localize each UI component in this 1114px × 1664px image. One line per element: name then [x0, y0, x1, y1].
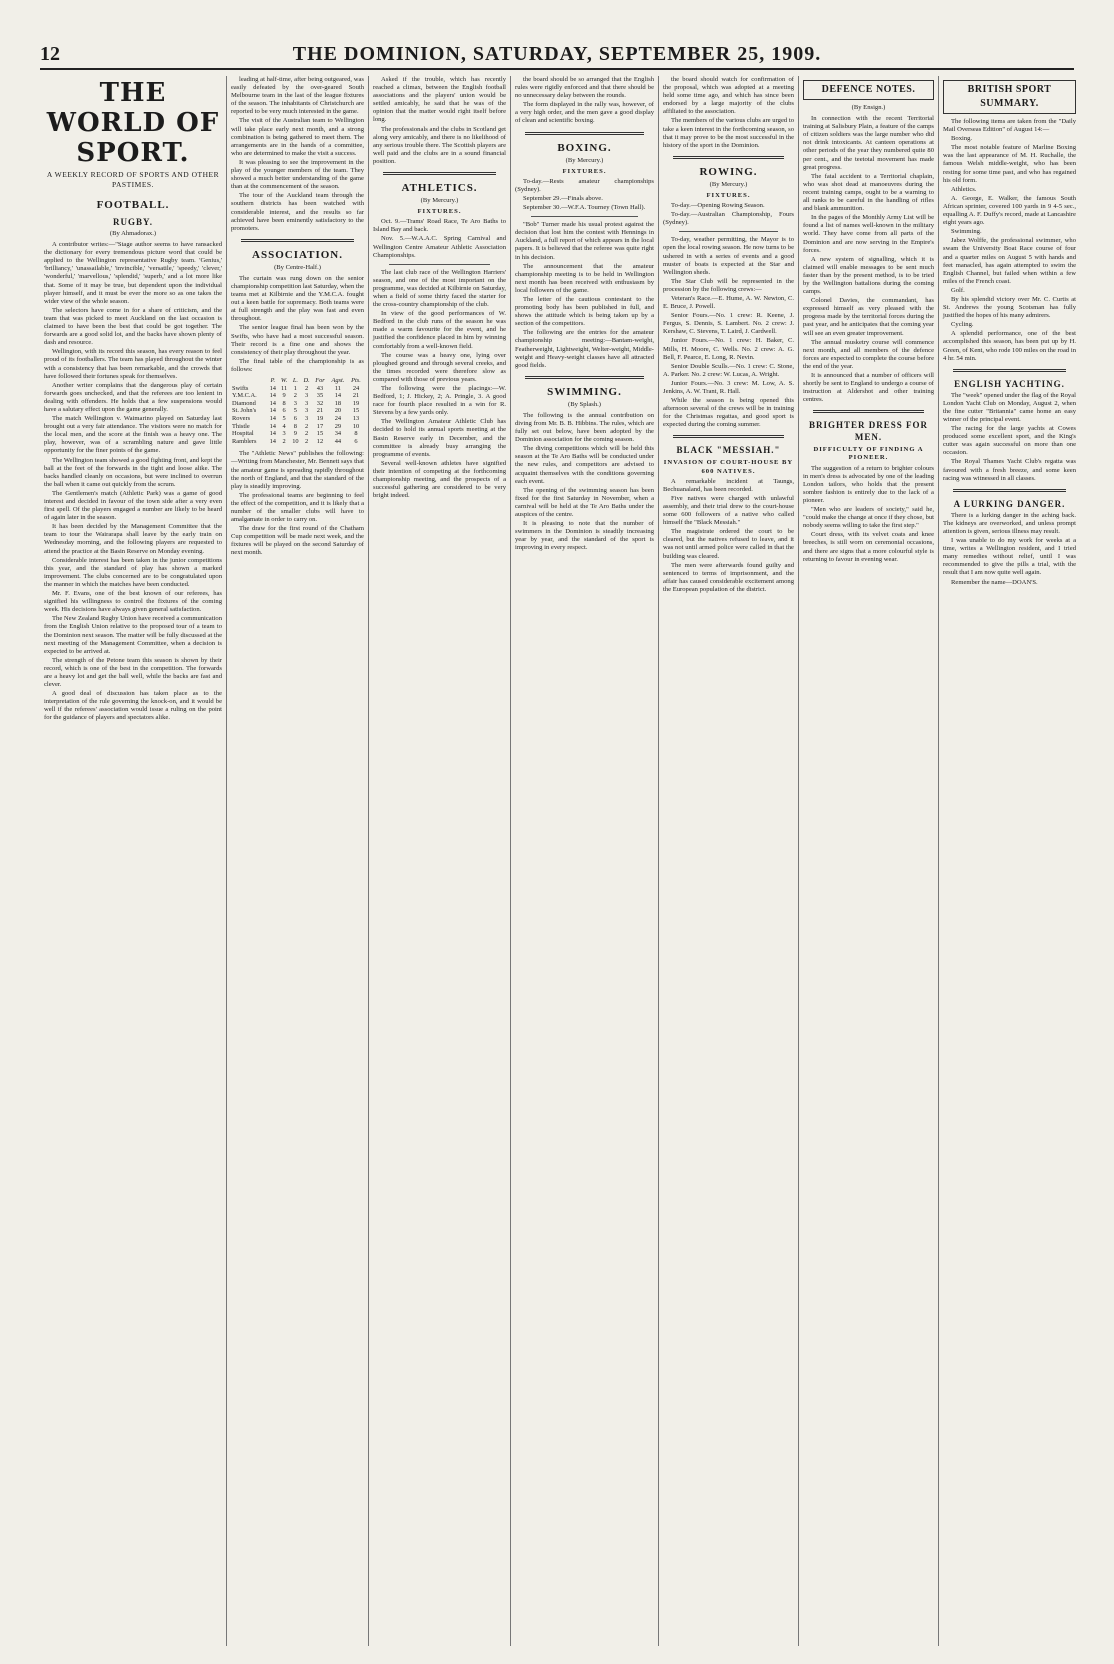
paragraph: The following is the annual contribution on diving from Mr. B. B. Hibbins. The rules, which are fully set out below, have been adopted by the Dominion association for the coming season. [515, 411, 654, 444]
paragraph: The New Zealand Rugby Union have received a communication from the English Union relative to the proposed tour of a team to the Dominion next season. The matter will be fully discussed at the next meeting of the Management Committee, when a decision is expected to be arrived at. [44, 615, 222, 655]
fixtures-list [373, 218, 506, 259]
table-cell: Rovers [232, 414, 251, 422]
paragraph: The following items are taken from the "Daily Mail Overseas Edition" of August 14:— [943, 118, 1076, 134]
column-1 [40, 76, 226, 1646]
table-cell: 15 [316, 430, 324, 438]
paragraph: The following are the entries for the amateur championship meeting:—Bantam-weight, Featherweight, Lightweight, Welter-weight, Middle-weight and Heavy-weight classes have all attracted good fields. [515, 329, 654, 369]
table-cell: 32 [316, 399, 324, 407]
article-body [663, 236, 794, 429]
paragraph: The members of the various clubs are urged to take a keen interest in the forthcoming season, so that it may prove to be the most successful in the history of the sport in the Dominion. [663, 117, 794, 149]
table-row [231, 400, 364, 408]
article-body [231, 450, 364, 557]
table-cell: 14 [269, 414, 276, 422]
table-cell: 17 [316, 422, 324, 430]
article-body [373, 76, 506, 166]
table-cell: 5 [293, 407, 297, 415]
paragraph: In connection with the recent Territorial training at Salisbury Plain, a feature of the camps of citizen soldiers was the large number who did not drink intoxicants. At canteen operations at other periods of the year they numbered quite 80 per cent., and the teetotal movement has made great progress. [803, 115, 934, 171]
byline: (By Mercury.) [709, 180, 748, 188]
section-football: FOOTBALL. [96, 199, 170, 211]
paragraph: To-day.—Australian Championship, Fours (Sydney). [663, 211, 794, 227]
column-4 [510, 76, 658, 1646]
table-cell: Thistle [232, 422, 250, 430]
byline: (By Splash.) [568, 400, 601, 408]
subsection-pioneer: DIFFICULTY OF FINDING A PIONEER. [813, 446, 924, 462]
table-cell: 6 [293, 414, 297, 422]
table-cell: Swifts [232, 384, 249, 392]
byline: (By Ensign.) [851, 104, 886, 111]
divider [673, 156, 784, 159]
table-header-cell: P. [270, 377, 276, 384]
table-row [231, 385, 364, 393]
column-7 [938, 76, 1080, 1646]
fixtures-heading: FIXTURES. [706, 191, 751, 199]
table-cell: 11 [281, 384, 288, 392]
table-cell: 11 [334, 384, 341, 392]
article-body [803, 465, 934, 564]
table-cell: 14 [334, 392, 342, 400]
paragraph: Another writer complains that the dangerous play of certain forwards goes unchecked, and that the referees are too lenient in dealing with offenders. He holds that a few suspensions would have a salutary effect upon the game generally. [44, 381, 222, 413]
paragraph: A. George, E. Walker, the famous South African sprinter, covered 100 yards in 9 4-5 sec., equalling A. F. Duffy's record, made at Lancashire eight years ago. [943, 194, 1076, 227]
table-cell: 2 [305, 384, 309, 392]
paragraph: September 29.—Finals above. [523, 194, 603, 202]
table-header-cell: Agst. [331, 377, 345, 384]
table-cell: 1 [293, 384, 297, 392]
paragraph: The announcement that the amateur championship meeting is to be held in Wellington next month has been received with enthusiasm by local followers of the game. [515, 262, 654, 294]
paragraph: the board should watch for confirmation of the proposal, which was adopted at a meeting held some time ago, and which has since been endorsed by a large majority of the clubs affiliated to the association. [663, 76, 794, 116]
paragraph: There is a lurking danger in the aching back. The kidneys are overworked, and unless prompt attention is given, serious illness may result. [943, 511, 1076, 535]
article-body [943, 512, 1076, 587]
paragraph: The strength of the Petone team this season is shown by their record, which is one of the best in the competition. The forwards are a heavy lot and get the ball well, while the backs are fast and clever. [44, 656, 222, 689]
paragraph: Several well-known athletes have signified their intention of competing at the forthcoming championship meeting, and the prospects of a successful gathering are considered to be very bright indeed. [373, 459, 506, 500]
paragraph: The visit of the Australian team to Wellington will take place early next month, and a strong combination is being gathered to meet them. The arrangements are in the hands of a committee, who are determined to make the visit a success. [231, 117, 364, 157]
paragraph: A splendid performance, one of the best accomplished this season, has been put up by H. Green, of Kent, who rode 100 miles on the road in 4 hr. 54 min. [943, 330, 1076, 362]
paragraph: the board should be so arranged that the English rules were rigidly enforced and that there should be no unnecessary delay between the rounds. [515, 76, 654, 100]
paragraph: To-day.—Opening Rowing Season. [671, 202, 765, 210]
paragraph: Jabez Wolffe, the professional swimmer, who swam the University Boat Race course of four and a quarter miles on August 5 with hands and feet manacled, has again attempted to swim the English Channel, but failed when within a few miles of the French coast. [943, 237, 1076, 285]
table-cell: 14 [269, 437, 276, 445]
table-cell: 15 [352, 407, 360, 415]
paragraph: It has been decided by the Management Committee that the team to tour the Wairarapa shall leave by the early train on Wednesday morning, and the following players are requested to attend the practice at the Basin Reserve on Monday evening. [44, 523, 222, 555]
paragraph: Veteran's Race.—E. Hume, A. W. Newton, C. E. Bruce, J. Powell. [663, 294, 794, 311]
paragraph: Five natives were charged with unlawful assembly, and their trial drew to the court-house some 600 followers of a native who called himself the "Black Messiah." [663, 494, 794, 527]
divider [679, 231, 778, 232]
section-british-sport-summary: BRITISH SPORT SUMMARY. [943, 80, 1076, 114]
fixtures-list [663, 202, 794, 227]
sport-subheading: A WEEKLY RECORD OF SPORTS AND OTHER PASTIMES. [46, 170, 220, 189]
table-cell: 2 [305, 430, 309, 438]
article-body [515, 76, 654, 126]
section-brighter-dress: BRIGHTER DRESS FOR MEN. [808, 420, 929, 443]
byline: (By Mercury.) [420, 197, 459, 205]
championship-table [231, 377, 364, 445]
article-body [943, 118, 1076, 363]
paragraph: The curtain was rung down on the senior championship competition last Saturday, when the teams met at Kilbirnie and the Y.M.C.A. fought out a keen battle for supremacy. Both teams were at full strength and the play was fast and even throughout. [231, 274, 364, 323]
table-cell: 10 [352, 422, 360, 430]
column-2 [226, 76, 368, 1646]
paragraph: Oct. 9.—Trams' Road Race, Te Aro Baths to Island Bay and back. [373, 218, 506, 234]
paragraph: The diving competitions which will be held this season at the Te Aro Baths will be conducted under the new rules, and competitors are advised to acquaint themselves with the conditions governing each event. [515, 445, 654, 485]
paragraph: Colonel Davies, the commandant, has expressed himself as very pleased with the progress made by the territorial forces during the past year, and he anticipates that the coming year will see an even greater improvement. [803, 297, 934, 337]
masthead [40, 40, 1074, 70]
fixtures-list [515, 178, 654, 212]
paragraph: Senior Double Sculls.—No. 1 crew: C. Stone, A. Parker. No. 2 crew: W. Lucas, A. Wright. [663, 362, 794, 378]
table-header-row [231, 377, 364, 385]
column-6 [798, 76, 938, 1646]
divider [953, 489, 1066, 492]
paragraph: September 30.—W.F.A. Tourney (Town Hall). [523, 204, 646, 212]
table-cell: 14 [269, 422, 276, 430]
paragraph: The Star Club will be represented in the procession by the following crews:— [663, 277, 794, 293]
section-english-yachting: ENGLISH YACHTING. [954, 378, 1065, 389]
subsection-invasion: INVASION OF COURT-HOUSE BY 600 NATIVES. [663, 459, 794, 475]
paragraph: The last club race of the Wellington Harriers' season, and one of the most important on the programme, was decided at Kilbirnie on Saturday, when a field of some thirty faced the starter for the cross-country championship of the club. [373, 268, 506, 309]
table-cell: 24 [352, 384, 360, 392]
table-cell: St. John's [232, 407, 257, 415]
table-row [231, 407, 364, 415]
paragraph: In the pages of the Monthly Army List will be found a list of names well-known in the military world. They have come from all parts of the Dominion and are now serving in the Empire's forces. [803, 214, 934, 254]
divider [953, 369, 1066, 372]
divider [525, 132, 644, 135]
table-cell: 2 [305, 422, 309, 430]
table-cell: 35 [316, 392, 324, 400]
paragraph: It is announced that a number of officers will shortly be sent to England to undergo a course of instruction at Aldershot and other training centres. [803, 372, 934, 404]
table-cell: 3 [305, 414, 309, 422]
table-cell: 44 [334, 437, 342, 445]
divider [525, 376, 644, 379]
paragraph: To-day, weather permitting, the Mayor is to open the local rowing season. He now turns to be ushered in with a series of events and a good muster of boats is expected at the Star and Wellington sheds. [663, 236, 794, 276]
article-body [373, 269, 506, 501]
table-cell: 3 [282, 430, 286, 438]
paragraph: The selectors have come in for a share of criticism, and the team that was picked to meet Auckland on the last occasion is claimed to have been the best that could be got together. The forwards are a good solid lot, and the backs have shown plenty of dash and resource. [44, 306, 222, 347]
paragraph: The senior league final has been won by the Swifts, who have had a most successful season. Their record is a fine one and shows the consistency of their play throughout the year. [231, 324, 364, 356]
column-3 [368, 76, 510, 1646]
table-cell: 24 [334, 414, 342, 422]
table-cell: 8 [282, 399, 286, 407]
byline: (By Ahmadorax.) [109, 230, 157, 237]
paper-title: THE DOMINION, SATURDAY, SEPTEMBER 25, 1909. [292, 43, 822, 65]
table-cell: Y.M.C.A. [232, 392, 257, 400]
table-cell: 8 [354, 430, 358, 438]
table-header-cell: For [315, 377, 325, 384]
table-cell: 29 [334, 422, 342, 430]
table-header-cell: W. [280, 377, 288, 384]
paragraph: Considerable interest has been taken in the junior competitions this year, and the standard of play has shown a marked improvement. The clubs concerned are to be congratulated upon the manner in which the matches have been conducted. [44, 556, 222, 588]
article-body [663, 76, 794, 150]
table-header-cell: Pts. [351, 377, 361, 384]
paragraph: Junior Fours.—No. 1 crew: H. Baker, C. Mills, H. Moore, C. Wells. No. 2 crew: A. G. Bell, F. Pearce, E. Long, R. Nevin. [663, 337, 794, 361]
paragraph: The "week" opened under the flag of the Royal London Yacht Club on Monday, August 2, when the fine cutter "Britannia" came home an easy winner of the principal event. [943, 391, 1076, 423]
table-cell: 6 [282, 407, 286, 415]
paragraph: I was unable to do my work for weeks at a time, writes a Wellington resident, and I tried many remedies without relief, until I was recommended to give the pills a trial, with the result that I am now quite well again. [943, 537, 1076, 577]
table-cell: Diamond [232, 399, 256, 407]
table-cell: 14 [269, 384, 276, 392]
paragraph: It is pleasing to note that the number of swimmers in the Dominion is steadily increasing year by year, and the standard of the sport is improving in every respect. [515, 520, 654, 552]
table-row [231, 415, 364, 423]
paragraph: Boxing. [951, 135, 973, 143]
paragraph: The most notable feature of Marline Boxing was the last appearance of M. H. Ruchalle, the famous Welsh middle-weight, who has been resting for some time past, and who has regained his old form. [943, 144, 1076, 184]
paragraph: Senior Fours.—No. 1 crew: R. Keene, J. Fergus, S. Dennis, S. Lambert. No. 2 crew: J. Kershaw, C. Stevens, T. Laird, J. Cardwell. [663, 312, 794, 336]
table-cell: 21 [352, 392, 360, 400]
divider [383, 172, 496, 175]
table-cell: 14 [269, 399, 276, 407]
table-cell: 2 [282, 437, 286, 445]
paragraph: Golf. [951, 286, 965, 294]
section-lurking-danger: A LURKING DANGER. [953, 498, 1066, 509]
sport-heading: THE WORLD OF SPORT. [46, 78, 220, 168]
table-row [231, 430, 364, 438]
divider [389, 264, 490, 265]
table-cell: 19 [316, 414, 324, 422]
section-association: ASSOCIATION. [252, 248, 343, 261]
divider [531, 216, 638, 217]
table-cell: 10 [292, 437, 299, 445]
table-cell: 14 [269, 392, 276, 400]
section-rowing: ROWING. [699, 165, 758, 178]
article-body [515, 412, 654, 553]
paragraph: Swimming. [951, 228, 982, 236]
paragraph: Nov. 5.—W.A.A.C. Spring Carnival and Wellington Centre Amateur Athletic Association Championships. [373, 235, 506, 259]
paragraph: The Wellington Amateur Athletic Club has decided to hold its annual sports meeting at the Basin Reserve early in December, and the committee is already busy arranging the programme of events. [373, 418, 506, 458]
table-row [231, 392, 364, 400]
table-body [231, 385, 364, 446]
page-number: 12 [40, 43, 60, 65]
section-defence-notes: DEFENCE NOTES. [803, 80, 934, 100]
paragraph: While the season is being opened this afternoon several of the crews will be in training for the Christmas regattas, and good sport is expected during the coming summer. [663, 397, 794, 429]
paragraph: The course was a heavy one, lying over ploughed ground and through several creeks, and the times recorded were therefore slow as compared with those of previous years. [373, 351, 506, 383]
table-cell: 3 [293, 399, 297, 407]
table-cell: 3 [305, 407, 309, 415]
article-body [663, 478, 794, 594]
table-cell: 20 [334, 407, 342, 415]
paragraph: The fatal accident to a Territorial chaplain, who was shot dead at manoeuvres during the recent training camps, ought to be a warning to all ranks to be careful in the handling of rifles and blank ammunition. [803, 172, 934, 213]
paragraph: The magistrate ordered the court to be cleared, but the natives refused to leave, and it was not until armed police were called in that the building was cleared. [663, 528, 794, 560]
table-header-cell: D. [303, 377, 310, 384]
paragraph: The tour of the Auckland team through the southern districts has been watched with considerable interest, and the results so far achieved have been eminently satisfactory to the promoters. [231, 192, 364, 232]
table-cell: Ramblers [232, 437, 257, 445]
paragraph: The Gentlemen's match (Athletic Park) was a game of good interest and decided in favour of the town side after a very even first spell. Of the players engaged a number are likely to be heard of again later in the season. [44, 489, 222, 522]
article-body [803, 115, 934, 404]
paragraph: leading at half-time, after being outgeared, was easily defeated by the over-geared South Melbourne team in the last of the league fixtures of the season. The inhabitants of Christchurch are reported to be very much interested in the game. [231, 76, 364, 116]
table-cell: 4 [282, 422, 286, 430]
article-body [943, 392, 1076, 483]
paragraph: A contributor writes:—"Stage author seems to have ransacked the dictionary for every tremendous picture word that could be applied to the Wellington representative Rugby team. 'Genius,' 'brilliancy,' 'unassailable,' 'invincible,' 'versatile,' 'speedy,' 'clever,' 'wonderful,' 'marvellous,' 'splendid,' 'superb,' and a lot more like that. Some of it may be true, but dependent upon the individual player himself, and it must be ever the more so as one takes the wider view of the whole season. [44, 241, 222, 305]
table-cell: 14 [269, 407, 276, 415]
section-black-messiah: BLACK "MESSIAH." [676, 445, 781, 456]
table-cell: 13 [352, 414, 360, 422]
paragraph: The opening of the swimming season has been fixed for the first Saturday in November, when a carnival will be held at the Te Aro Baths under the auspices of the centre. [515, 486, 654, 519]
paragraph: In view of the good performances of W. Bedford in the club runs of the season he was made a warm favourite for the event, and he justified the confidence placed in him by winning comfortably from a well-known field. [373, 310, 506, 350]
paragraph: Athletics. [951, 185, 977, 193]
table-cell: 2 [293, 392, 297, 400]
paragraph: Court dress, with its velvet coats and knee breeches, is still worn on ceremonial occasions, and there are signs that a more colourful style is returning to favour in evening wear. [803, 531, 934, 563]
table-cell: 8 [293, 422, 297, 430]
section-athletics: ATHLETICS. [401, 182, 478, 195]
byline: (By Centre-Half.) [274, 263, 321, 271]
paragraph: Cycling. [951, 321, 974, 329]
table-cell: 12 [316, 437, 324, 445]
paragraph: The letter of the cautious contestant to the promoting body has been published in full, and shows the attitude which is being taken up by a section of the competitors. [515, 295, 654, 328]
table-cell: 19 [352, 399, 360, 407]
table-cell: 21 [316, 407, 324, 415]
paragraph: Remember the name—DOAN'S. [951, 578, 1038, 586]
paragraph: The draw for the first round of the Chatham Cup competition will be made next week, and the fixtures will be played on the second Saturday of next month. [231, 525, 364, 557]
paragraph: Junior Fours.—No. 3 crew: M. Low, A. S. Jenkins, A. W. Trant, R. Hall. [663, 379, 794, 395]
divider [673, 435, 784, 438]
table-cell: 9 [293, 430, 297, 438]
paragraph: The following were the placings:—W. Bedford, 1; J. Hickey, 2; A. Pringle, 3. A good race for fourth place resulted in a win for R. Stevens by a few yards only. [373, 385, 506, 417]
table-cell: 2 [305, 437, 309, 445]
paragraph: The final table of the championship is as follows: [231, 357, 364, 373]
paragraph: A remarkable incident at Taungs, Bechuanaland, has been recorded. [663, 477, 794, 493]
table-row [231, 423, 364, 431]
paragraph: The suggestion of a return to brighter colours in men's dress is advocated by one of the leading London tailors, who holds that the present sombre fashion is entirely due to the lack of a pioneer. [803, 464, 934, 504]
table-cell: 9 [282, 392, 286, 400]
paragraph: Wellington, with its record this season, has every reason to feel proud of its footballers. The team has played throughout the winter with a consistency that has been remarkable, and the crowds that have followed their fortunes speak for themselves. [44, 348, 222, 380]
table-cell: 43 [316, 384, 324, 392]
paragraph: Asked if the trouble, which has recently reached a climax, between the English football associations and the players' union would be settled amicably, he said that he was of the opinion that the matter would right itself before long. [373, 76, 506, 124]
paragraph: It was pleasing to see the improvement in the play of the younger members of the team. They showed a much better understanding of the game than at the commencement of the season. [231, 158, 364, 191]
paragraph: The professional teams are beginning to feel the effect of the competition, and it is likely that a number of the smaller clubs will have to amalgamate in order to carry on. [231, 491, 364, 524]
byline: (By Mercury.) [565, 156, 604, 164]
article-body [515, 221, 654, 370]
table-cell: 34 [334, 430, 342, 438]
paragraph: The form displayed in the rally was, however, of a very high order, and the men gave a good display of clean and scientific boxing. [515, 101, 654, 125]
article-body [231, 275, 364, 374]
paragraph: The annual musketry course will commence next month, and all members of the defence forces are expected to complete the course before the end of the year. [803, 338, 934, 370]
article-body [44, 241, 222, 722]
section-swimming: SWIMMING. [547, 385, 622, 398]
table-header-cell: L. [292, 377, 298, 384]
article-body [231, 76, 364, 233]
columns [40, 76, 1080, 1646]
divider [813, 410, 924, 413]
fixtures-heading: FIXTURES. [562, 167, 607, 175]
paragraph: The "Athletic News" publishes the following:—Writing from Manchester, Mr. Bennett says that the amateur game is spreading rapidly throughout the north of England, and that the standard of the play is steadily improving. [231, 450, 364, 490]
paragraph: "Bob" Turner made his usual protest against the decision that lost him the contest with Hennings in Auckland, a full report of which appears in the local papers. It is believed that the referee was quite right in his decision. [515, 221, 654, 261]
table-header-cell [231, 377, 267, 385]
column-5 [658, 76, 798, 1646]
paragraph: The professionals and the clubs in Scotland get along very amicably, and there is no likelihood of any serious trouble there. The Scottish players are well paid and the clubs are in a sound financial position. [373, 125, 506, 165]
table-row [231, 438, 364, 446]
paragraph: A new system of signalling, which it is claimed will enable messages to be sent much faster than by the present method, is to be tried by the Wellington battalions during the coming camps. [803, 255, 934, 296]
divider [241, 239, 354, 242]
table-cell: Hospital [232, 430, 254, 438]
table-cell: 5 [282, 414, 286, 422]
paragraph: A good deal of discussion has taken place as to the interpretation of the rule governing the knock-on, and it would be well if the referees' association would issue a ruling on the point for the guidance of players and spectators alike. [44, 690, 222, 722]
table-cell: 14 [269, 430, 276, 438]
table-cell: 3 [305, 399, 309, 407]
table-cell: 6 [354, 437, 358, 445]
table-cell: 18 [334, 399, 342, 407]
paragraph: The racing for the large yachts at Cowes produced some excellent sport, and the King's cutter was again successful on more than one occasion. [943, 425, 1076, 457]
paragraph: "Men who are leaders of society," said he, "could make the change at once if they chose, but nobody seems willing to take the first step." [803, 506, 934, 530]
table-cell: 3 [305, 392, 309, 400]
paragraph: The Wellington team showed a good fighting front, and kept the ball at the feet of the forwards in the tight and loose alike. The backs handled cleanly on occasions, but were inclined to overrun the ball when it came out quickly from the scrum. [44, 456, 222, 488]
fixtures-heading: FIXTURES. [417, 208, 462, 216]
paragraph: By his splendid victory over Mr. C. Curtis at St. Andrews the young Scotsman has fully justified the hopes of his many admirers. [943, 295, 1076, 320]
paragraph: To-day.—Rests amateur championships (Sydney). [515, 177, 654, 193]
paragraph: The men were afterwards found guilty and sentenced to terms of imprisonment, and the affair has caused considerable excitement among the European population of the district. [663, 561, 794, 593]
paragraph: The match Wellington v. Waimarino played on Saturday last brought out a very fair attendance. The visitors were no match for the local men, and the score at the finish was a heavy one. The play, however, was of a scrambling nature and gave little opportunity for the finer points of the game. [44, 415, 222, 455]
subsection-rugby: RUGBY. [113, 217, 153, 227]
section-boxing: BOXING. [557, 141, 612, 154]
paragraph: Mr. F. Evans, one of the best known of our referees, has signified his willingness to control the fixtures of the coming week. His decisions have always given general satisfaction. [44, 590, 222, 614]
paragraph: The Royal Thames Yacht Club's regatta was favoured with a fresh breeze, and some keen racing was witnessed in all classes. [943, 458, 1076, 482]
